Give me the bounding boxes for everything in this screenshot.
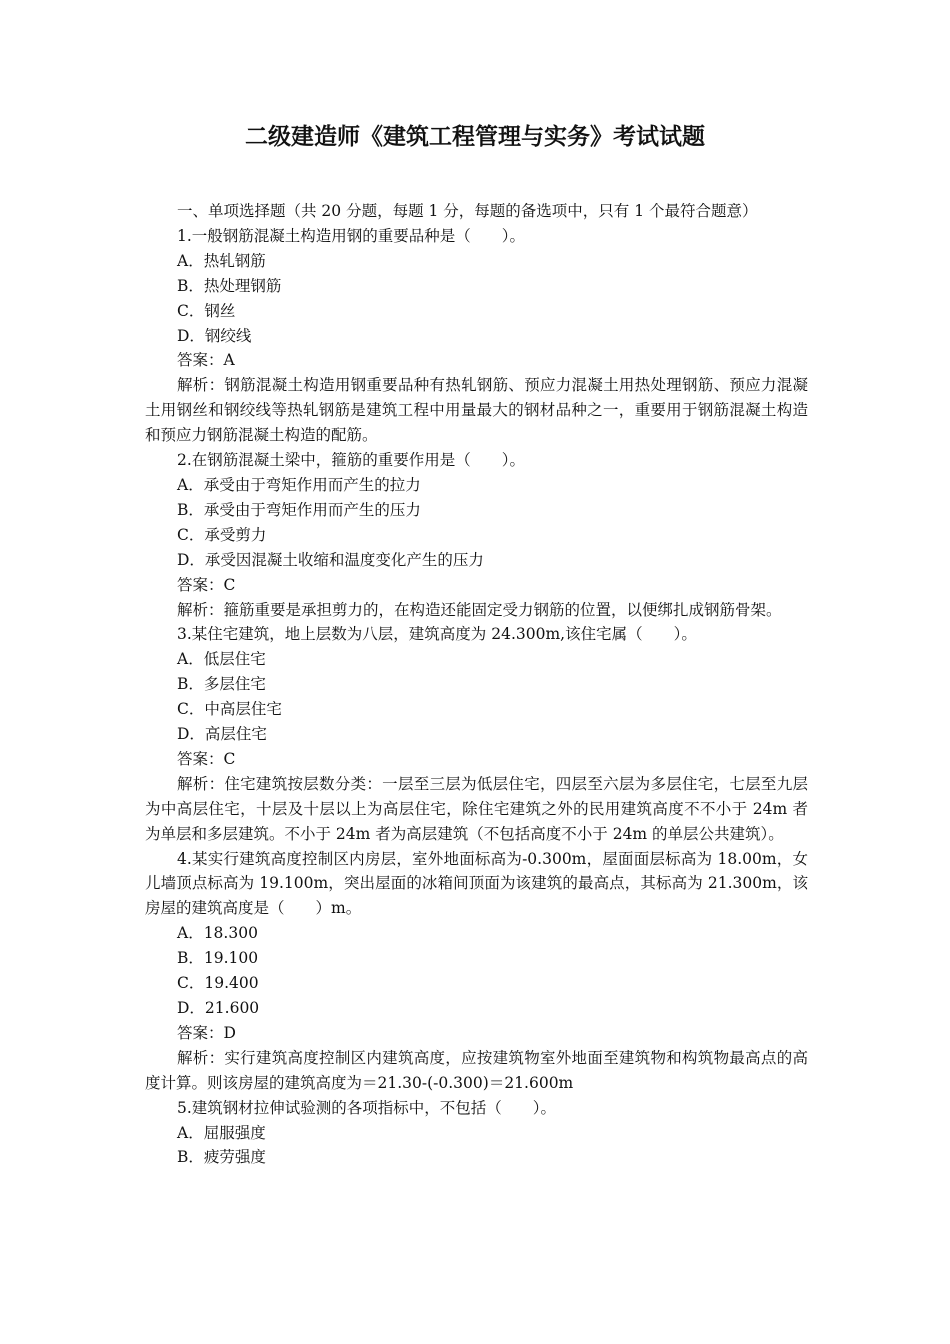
option-d: D．承受因混凝土收缩和温度变化产生的压力	[177, 550, 484, 569]
option-b: B．多层住宅	[177, 675, 266, 694]
option-c: C．19.400	[177, 974, 259, 993]
document-title: 二级建造师《建筑工程管理与实务》考试试题	[245, 123, 705, 150]
analysis: 解析：住宅建筑按层数分类：一层至三层为低层住宅，四层至六层为多层住宅，七层至九层为中高层住宅，十层及十层以上为高层住宅，除住宅建筑之外的民用建筑高度不不小于 24m 者为单层和多层建筑。不小于 24m 者为高层建筑（不包括高度不小于 24m 的单层公共建筑）。	[145, 774, 808, 843]
option-b: B．疲劳强度	[177, 1148, 266, 1167]
question-stem: 2.在钢筋混凝土梁中，箍筋的重要作用是（ ）。	[177, 451, 526, 470]
answer: 答案：A	[177, 351, 235, 370]
option-a: A．屈服强度	[177, 1123, 266, 1142]
answer: 答案：D	[177, 1023, 236, 1042]
answer: 答案：C	[177, 575, 236, 594]
analysis: 解析：实行建筑高度控制区内建筑高度，应按建筑物室外地面至建筑物和构筑物最高点的高度计算。则该房屋的建筑高度为＝21.30-(-0.300)＝21.600m	[145, 1048, 808, 1092]
option-c: C．承受剪力	[177, 525, 267, 544]
question-stem: 3.某住宅建筑，地上层数为八层，建筑高度为 24.300m,该住宅属（ ）。	[177, 625, 697, 644]
option-b: B．19.100	[177, 949, 259, 968]
option-a: A．18.300	[177, 924, 258, 943]
option-a: A．承受由于弯矩作用而产生的拉力	[177, 475, 421, 494]
analysis: 解析：箍筋重要是承担剪力的，在构造还能固定受力钢筋的位置，以便绑扎成钢筋骨架。	[177, 600, 782, 619]
option-d: D．高层住宅	[177, 725, 267, 744]
option-b: B．承受由于弯矩作用而产生的压力	[177, 500, 421, 519]
analysis: 解析：钢筋混凝土构造用钢重要品种有热轧钢筋、预应力混凝土用热处理钢筋、预应力混凝土用钢丝和钢绞线等热轧钢筋是建筑工程中用量最大的钢材品种之一，重要用于钢筋混凝土构造和预应力钢筋混凝土构造的配筋。	[145, 376, 808, 445]
option-a: A．热轧钢筋	[177, 251, 266, 270]
question-stem: 5.建筑钢材拉伸试验测的各项指标中，不包括（ ）。	[177, 1098, 557, 1117]
option-d: D．钢绞线	[177, 326, 252, 345]
question-stem: 4.某实行建筑高度控制区内房层，室外地面标高为-0.300m，屋面面层标高为 18.00m，女儿墙顶点标高为 19.100m，突出屋面的冰箱间顶面为该建筑的最高点，其标高为 21.300m，该房屋的建筑高度是（ ）m。	[145, 849, 808, 918]
option-b: B．热处理钢筋	[177, 276, 282, 295]
option-d: D．21.600	[177, 999, 260, 1017]
document-body	[145, 199, 808, 1170]
option-c: C．中高层住宅	[177, 700, 282, 719]
answer: 答案：C	[177, 749, 236, 768]
option-a: A．低层住宅	[177, 650, 266, 669]
option-c: C．钢丝	[177, 301, 236, 320]
section-heading: 一、单项选择题（共 20 分题，每题 1 分，每题的备选项中，只有 1 个最符合题意）	[177, 202, 758, 220]
question-stem: 1.一般钢筋混凝土构造用钢的重要品种是（ ）。	[177, 226, 526, 245]
